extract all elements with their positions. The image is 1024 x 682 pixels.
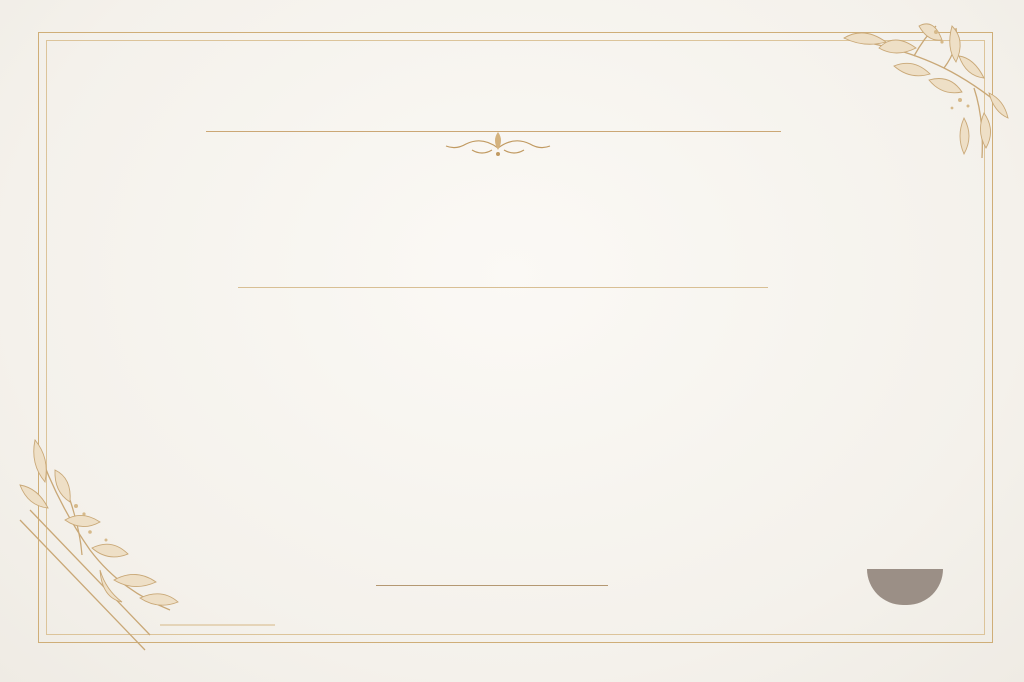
signature-rule: [376, 585, 608, 586]
leaf-branch-icon: [10, 430, 280, 660]
flourish-ornament-icon: [442, 130, 554, 160]
leaf-branch-icon: [824, 18, 1014, 178]
publisher-logo: [850, 519, 960, 611]
name-rule: [238, 287, 768, 288]
logo-base: [867, 569, 943, 605]
logo-sunrise-icon: [867, 523, 943, 557]
